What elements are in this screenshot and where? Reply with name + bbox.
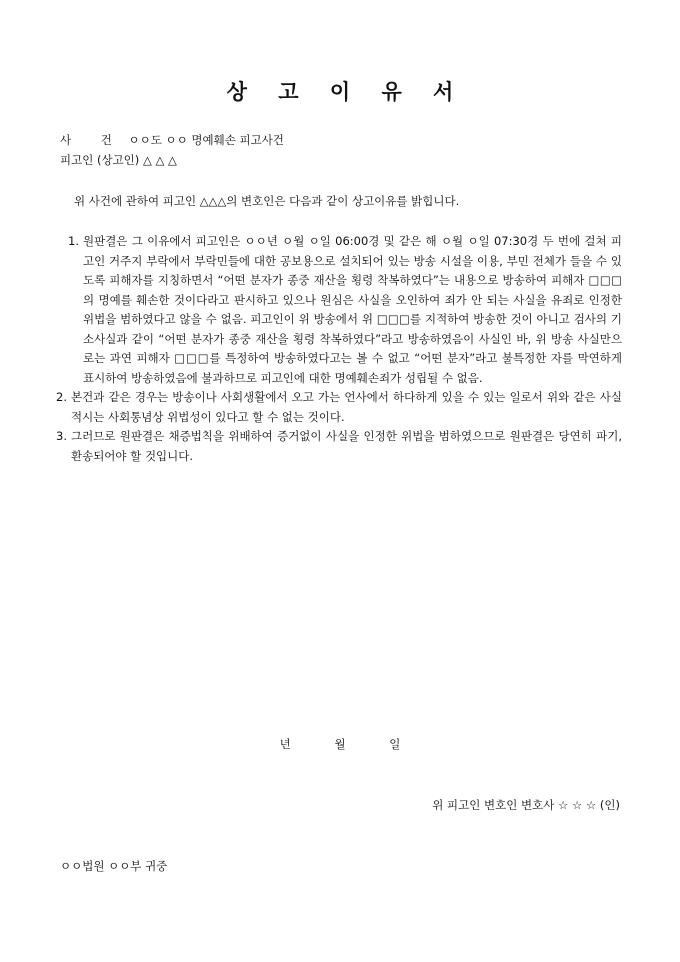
date-year: 년 <box>279 737 291 751</box>
reason-item <box>56 427 622 466</box>
reason-number: 1. <box>68 234 79 248</box>
document-title: 상 고 이 유 서 <box>226 80 466 104</box>
date-month: 월 <box>334 737 346 751</box>
reason-number: 2. <box>56 390 67 404</box>
reason-item <box>56 388 622 427</box>
defendant-label: 피고인 (상고인) <box>60 153 140 167</box>
reason-text: 원판결은 그 이유에서 피고인은 ㅇㅇ년 ㅇ월 ㅇ일 06:00경 및 같은 해 ㅇ월 ㅇ일 07:30경 두 번에 걸쳐 피고인 거주지 부락에서 부락민들에 대한 공보용으로 설치되어 있는 방송 시설을 이용, 부민 전체가 들을 수 있도록 피해자를 지칭하면서 “어떤 분자가 종중 재산을 횡령 착복하였다”는 내용으로 방송하여 피해자 □□□의 명예를 훼손한 것이다라고 판시하고 있으나 원심은 사실을 오인하여 죄가 안 되는 사실을 유죄로 인정한 위법을 범하였다고 않을 수 없음. 피고인이 위 방송에서 위 □□□를 지적하여 방송한 것이 아니고 검사의 기소사실과 같이 “어떤 분자가 종중 재산을 횡령 착복하였다”라고 방송하였음이 사실인 바, 위 방송 사실만으로는 과연 피해자 □□□를 특정하여 방송하였다고는 볼 수 없고 “어떤 분자”라고 불특정한 자를 막연하게 표시하여 방송하였음에 불과하므로 피고인에 대한 명예훼손죄가 성립될 수 없음. <box>82 234 622 385</box>
reasons-list <box>56 232 622 466</box>
case-label: 사 건 <box>60 133 125 147</box>
date-line <box>0 736 680 752</box>
reason-number: 3. <box>56 429 67 443</box>
case-value: ㅇㅇ도 ㅇㅇ 명예훼손 피고사건 <box>128 133 284 147</box>
reason-text: 그러므로 원판결은 채증법칙을 위배하여 증거없이 사실을 인정한 위법을 범하였으므로 원판결은 당연히 파기, 환송되어야 할 것입니다. <box>70 429 622 463</box>
reason-item <box>56 232 622 388</box>
case-line <box>60 132 284 148</box>
reason-text: 본건과 같은 경우는 방송이나 사회생활에서 오고 가는 언사에서 하다하게 있을 수 있는 일로서 위와 같은 사실적시는 사회통념상 위법성이 있다고 할 수 없는 것이다. <box>70 390 622 424</box>
defendant-value: △ △ △ <box>142 153 177 167</box>
intro-paragraph: 위 사건에 관하여 피고인 △△△의 변호인은 다음과 같이 상고이유를 밝힙니다. <box>74 194 460 208</box>
defendant-line <box>60 152 177 168</box>
signer-line: 위 피고인 변호인 변호사 ☆ ☆ ☆ (인) <box>432 798 620 812</box>
court-addressee: ㅇㅇ법원 ㅇㅇ부 귀중 <box>60 859 168 873</box>
date-day: 일 <box>389 737 401 751</box>
